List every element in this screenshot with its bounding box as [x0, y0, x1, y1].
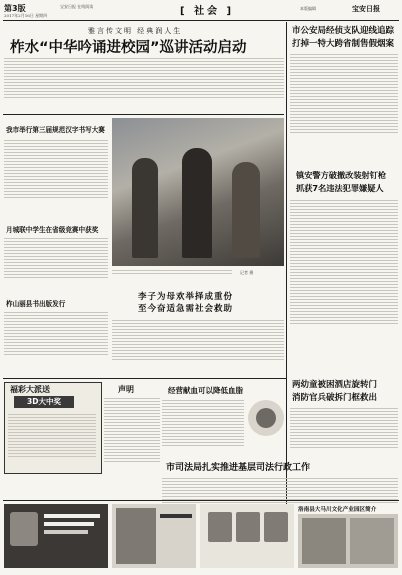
- right-head-3b: 消防官兵破拆门框救出: [292, 393, 378, 403]
- ad-center-portrait-3: [264, 512, 288, 542]
- ad-left-text-1: [44, 514, 100, 518]
- left-body-3: [4, 310, 108, 372]
- lead-body-text: [4, 56, 284, 112]
- right-head-3: 两幼童被困酒店旋转门: [292, 380, 378, 390]
- ad-center-portrait-2: [236, 512, 260, 542]
- ad-block-right: [298, 514, 398, 568]
- left-body-1: [4, 138, 108, 220]
- ad-title: 洛南县大马川文化产业园区简介: [298, 507, 377, 513]
- lead-bottom-rule: [3, 114, 284, 115]
- right-head-2b: 抓获7名违法犯罪嫌疑人: [296, 183, 384, 193]
- ad-left-text-3: [44, 530, 88, 534]
- nav-text: 宝安日报 在线阅读: [60, 4, 94, 9]
- right-head-2: 镇安警方破撤改装射钉枪: [296, 170, 387, 180]
- paper-name: 宝安日报: [352, 5, 380, 13]
- photo-caption-lines: [112, 268, 232, 280]
- right-body-2: [290, 198, 398, 368]
- bottom-body-1: [162, 398, 244, 462]
- emblem-inner: [256, 408, 276, 428]
- right-head-1: 市公安局经侦支队迎线追踪: [292, 26, 395, 36]
- news-photo: [112, 118, 284, 266]
- feature-body: [112, 318, 284, 374]
- lottery-title: 福彩大派送: [10, 385, 50, 394]
- ad-mid-text: [160, 514, 192, 518]
- ad-left-text-2: [44, 522, 94, 526]
- photo-figure-3: [232, 162, 260, 258]
- left-head-3: 柞山丽县书出版发行: [6, 300, 66, 308]
- left-head-1: 我市举行第三届规范汉字书写大赛: [6, 126, 105, 134]
- ad-mid-image: [116, 508, 156, 564]
- photo-figure-1: [132, 158, 158, 258]
- ad-block-center: [200, 504, 294, 568]
- feature-line-1: 李子为母欢举择成重份: [138, 292, 234, 302]
- notice-body: [104, 396, 160, 486]
- emblem-graphic: [248, 400, 284, 436]
- left-head-2: 月城联中学生在省级竞赛中获奖: [6, 226, 99, 234]
- ad-rule: [3, 500, 399, 501]
- photo-figure-2: [182, 148, 212, 258]
- ad-block-mid: [112, 504, 196, 568]
- photo-caption: 记者 摄: [240, 270, 254, 275]
- masthead-rule: [3, 20, 399, 21]
- bottom-head-1: 经营献血可以降低血脂: [168, 386, 243, 395]
- page-number: 第3版: [4, 4, 26, 13]
- date-line: 2017年2月16日 星期四: [4, 13, 48, 18]
- ad-block-left: [4, 504, 108, 568]
- left-body-2: [4, 236, 108, 292]
- ad-center-portrait-1: [208, 512, 232, 542]
- right-head-1b: 打掉一特大跨省制售假烟案: [292, 39, 395, 49]
- bottom-head-2: 市司法局扎实推进基层司法行政工作: [166, 463, 311, 473]
- right-body-3: [290, 406, 398, 462]
- lottery-subtitle: 3D大中奖: [14, 396, 74, 408]
- feature-line-2: 至今奋适急需社会救助: [138, 304, 234, 314]
- edition-tag: 本版编辑: [300, 6, 316, 11]
- lead-title: 柞水“中华吟诵进校园”巡讲活动启动: [10, 40, 247, 56]
- ad-right-image-2: [350, 518, 394, 564]
- lottery-table: [8, 412, 96, 470]
- lead-kicker: 雅言传文明 经典润人生: [88, 27, 183, 35]
- notice-title: 声明: [118, 385, 134, 394]
- section-label: 社会: [194, 6, 221, 17]
- mid-rule: [3, 378, 286, 379]
- ad-left-portrait: [10, 512, 38, 546]
- ad-right-image: [302, 518, 346, 564]
- right-body-1: [290, 52, 398, 162]
- section-title: [ 社会 ]: [180, 6, 235, 17]
